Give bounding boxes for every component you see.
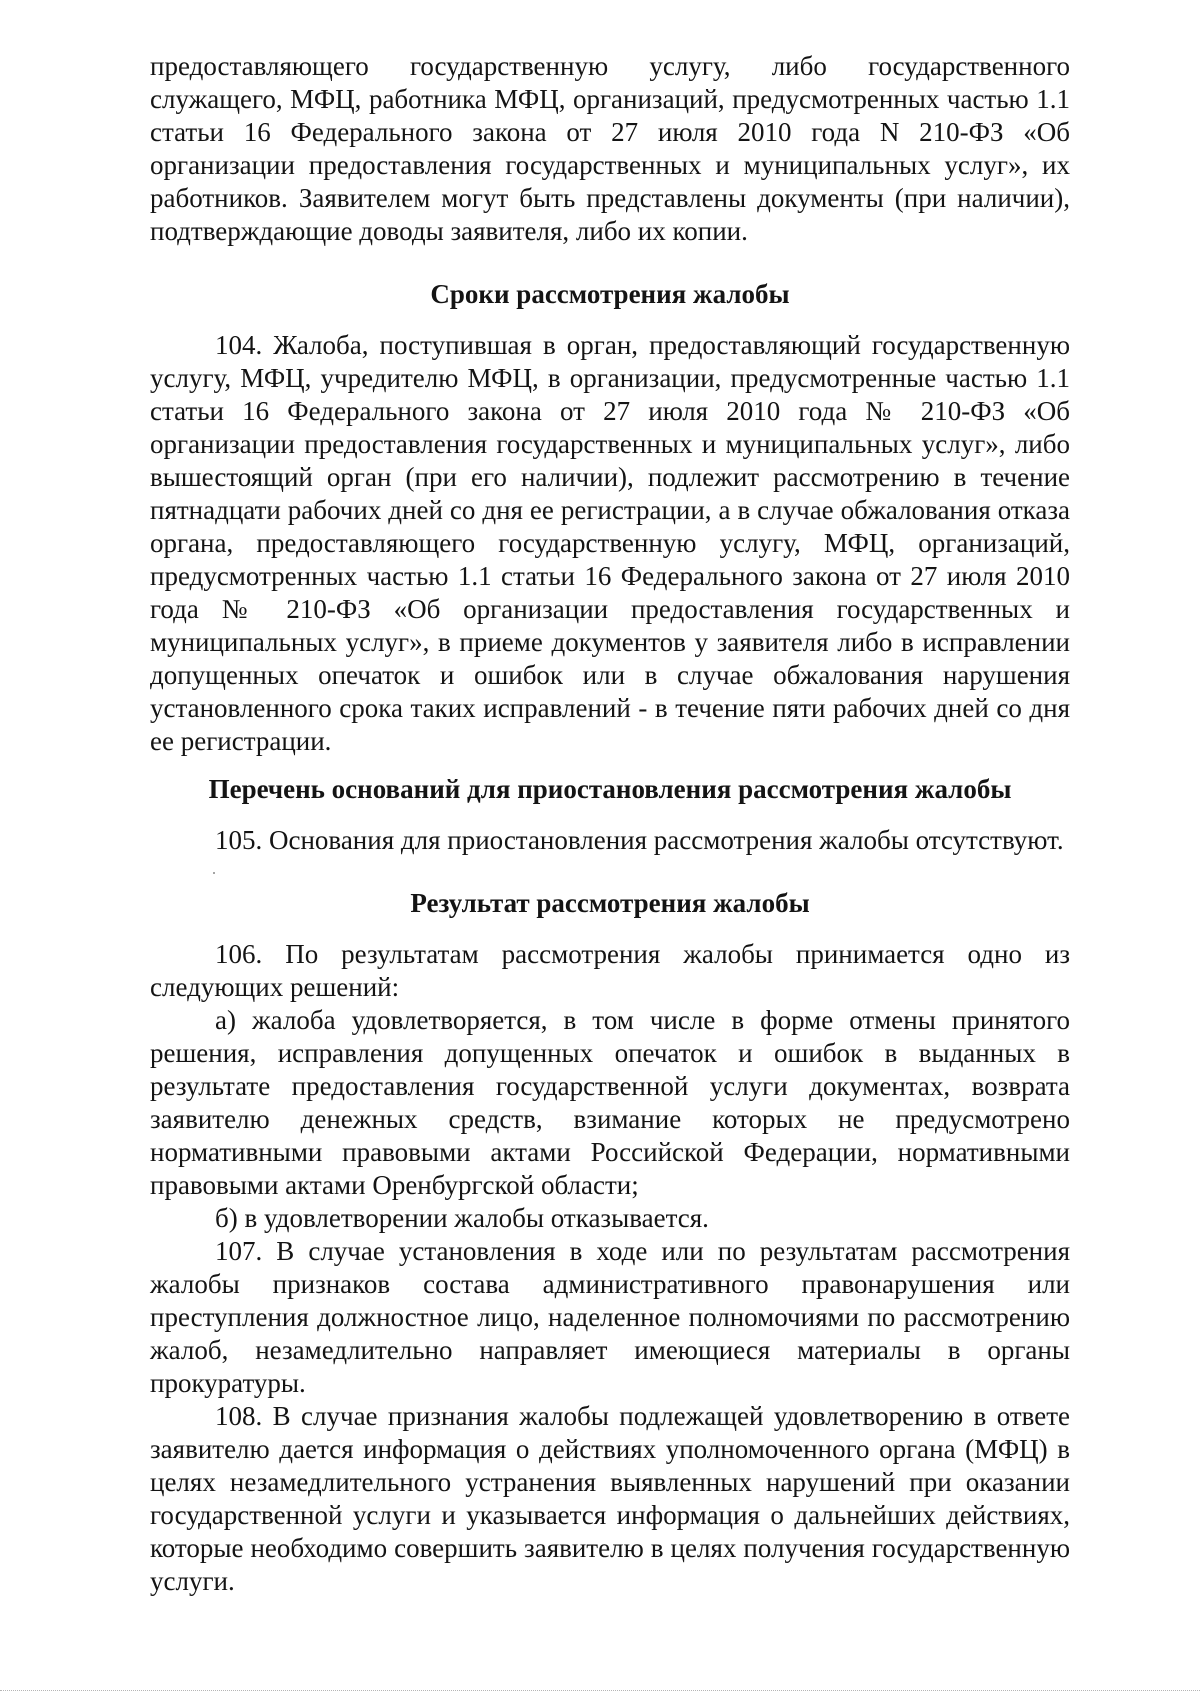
section-heading-suspension-grounds: Перечень оснований для приостановления рассмотрения жалобы [208,774,1012,804]
scan-speck [213,872,215,874]
spacer [150,248,1070,278]
document-body [150,50,1070,1598]
spacer [150,857,1070,887]
paragraph-106-a: а) жалоба удовлетворяется, в том числе в форме отмены принятого решения, исправления допущенных опечаток и ошибок в выданных в результате предоставления государственной услуги документах, возврата заявителю денежных средств, взимание которых не предусмотрено нормативными правовыми актами Российской Федерации, нормативными правовыми актами Оренбургской области; [150,1005,1070,1200]
spacer [150,758,1070,773]
spacer [150,311,1070,329]
paragraph-106: 106. По результатам рассмотрения жалобы принимается одно из следующих решений: [150,939,1070,1002]
section-heading-review-result: Результат рассмотрения жалобы [410,888,810,918]
paragraph-104: 104. Жалоба, поступившая в орган, предоставляющий государственную услугу, МФЦ, учредителю МФЦ, в организации, предусмотренные частью 1.1 статьи 16 Федерального закона от 27 июля 2010 года № 210-ФЗ «Об организации предоставления государственных и муниципальных услуг», либо вышестоящий орган (при его наличии), подлежит рассмотрению в течение пятнадцати рабочих дней со дня ее регистрации, а в случае обжалования отказа органа, предоставляющего государственную услугу, МФЦ, организаций, предусмотренных частью 1.1 статьи 16 Федерального закона от 27 июля 2010 года № 210-ФЗ «Об организации предоставления государственных и муниципальных услуг», в приеме документов у заявителя либо в исправлении допущенных опечаток и ошибок или в случае обжалования нарушения установленного срока таких исправлений - в течение пяти рабочих дней со дня ее регистрации. [150,330,1070,756]
intro-paragraph: предоставляющего государственную услугу, либо государственного служащего, МФЦ, работника МФЦ, организаций, предусмотренных частью 1.1 статьи 16 Федерального закона от 27 июля 2010 года N 210-ФЗ «Об организации предоставления государственных и муниципальных услуг», их работников. Заявителем могут быть представлены документы (при наличии), подтверждающие доводы заявителя, либо их копии. [150,51,1070,246]
section-heading-review-terms: Сроки рассмотрения жалобы [430,279,790,309]
paragraph-106-b: б) в удовлетворении жалобы отказывается. [215,1203,709,1233]
paragraph-107: 107. В случае установления в ходе или по результатам рассмотрения жалобы признаков состава административного правонарушения или преступления должностное лицо, наделенное полномочиями по рассмотрению жалоб, незамедлительно направляет имеющиеся материалы в органы прокуратуры. [150,1236,1070,1398]
spacer [150,806,1070,824]
page-bottom-edge [0,1690,1200,1691]
spacer [150,920,1070,938]
paragraph-105: 105. Основания для приостановления рассмотрения жалобы отсутствуют. [215,825,1064,855]
paragraph-108: 108. В случае признания жалобы подлежащей удовлетворению в ответе заявителю дается информация о действиях уполномоченного органа (МФЦ) в целях незамедлительного устранения выявленных нарушений при оказании государственной услуги и указывается информация о дальнейших действиях, которые необходимо совершить заявителю в целях получения государственную услуги. [150,1401,1070,1596]
